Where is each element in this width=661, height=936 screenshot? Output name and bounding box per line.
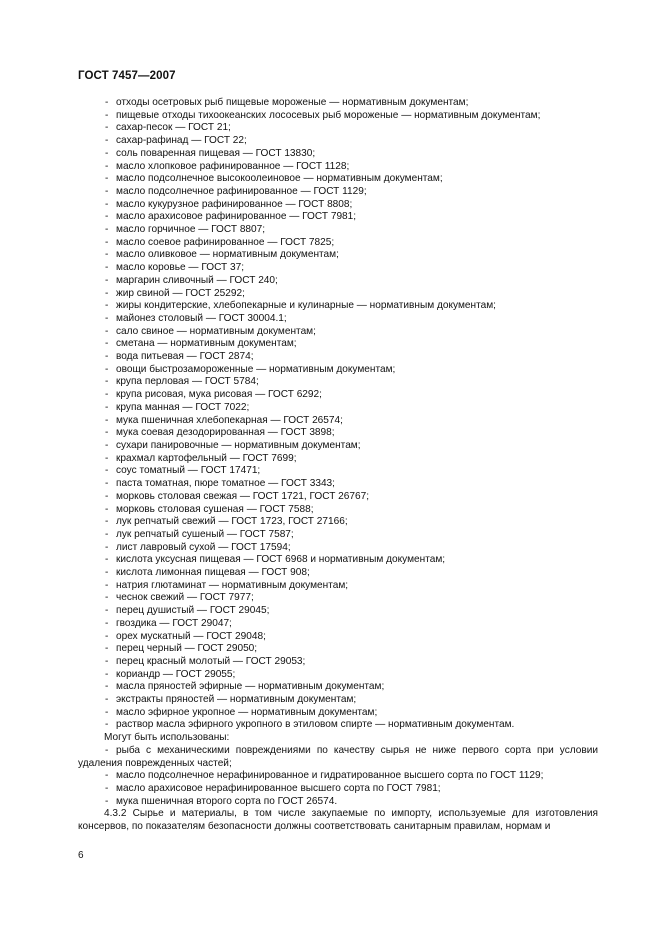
list-item — [78, 249, 598, 262]
list-item — [78, 326, 598, 339]
list-dash: - — [105, 516, 109, 528]
list-item-text: крупа рисовая, мука рисовая — ГОСТ 6292; — [116, 389, 322, 401]
list-item — [78, 97, 598, 110]
alternatives-list — [78, 770, 598, 808]
list-dash: - — [105, 287, 109, 299]
list-dash: - — [105, 351, 109, 363]
list-item-text: рыба с механическими повреждениями по качеству сырья не ниже первого сорта при условии удаления поврежденных частей; — [78, 744, 598, 769]
ingredients-list — [78, 97, 598, 732]
list-dash: - — [105, 617, 109, 629]
list-dash: - — [105, 262, 109, 274]
list-item-text: масло кукурузное рафинированное — ГОСТ 8808; — [116, 198, 353, 210]
list-item-text: сухари панировочные — нормативным документам; — [116, 439, 361, 451]
list-item-text: экстракты пряностей — нормативным документам; — [116, 694, 357, 706]
list-dash: - — [105, 579, 109, 591]
list-dash: - — [105, 605, 109, 617]
list-item — [78, 338, 598, 351]
list-item-text: перец черный — ГОСТ 29050; — [116, 643, 258, 655]
list-item-text: чеснок свежий — ГОСТ 7977; — [116, 592, 254, 604]
list-item-text: лист лавровый сухой — ГОСТ 17594; — [116, 541, 291, 553]
list-item — [78, 402, 598, 415]
list-dash: - — [105, 630, 109, 642]
list-item-text: овощи быстрозамороженные — нормативным документам; — [116, 363, 396, 375]
list-dash: - — [105, 97, 109, 108]
list-item — [78, 275, 598, 288]
list-dash: - — [105, 541, 109, 553]
list-item — [78, 148, 598, 161]
list-item-text: масло подсолнечное рафинированное — ГОСТ 1129; — [116, 185, 367, 197]
list-item — [78, 707, 598, 720]
list-item-text: соль поваренная пищевая — ГОСТ 13830; — [116, 147, 316, 159]
list-dash: - — [105, 452, 109, 464]
list-item-text: масла пряностей эфирные — нормативным документам; — [116, 681, 385, 693]
list-item-text: сало свиное — нормативным документам; — [116, 325, 316, 337]
list-dash: - — [105, 312, 109, 324]
list-dash: - — [105, 109, 109, 121]
list-item — [78, 592, 598, 605]
list-item — [78, 453, 598, 466]
list-dash: - — [105, 795, 109, 807]
list-item — [78, 631, 598, 644]
list-item-text: крахмал картофельный — ГОСТ 7699; — [116, 452, 297, 464]
list-dash: - — [105, 363, 109, 375]
list-item — [78, 719, 598, 732]
list-item — [78, 224, 598, 237]
list-item-text: морковь столовая свежая — ГОСТ 1721, ГОСТ 26767; — [116, 490, 370, 502]
list-dash: - — [105, 782, 109, 794]
list-dash: - — [105, 427, 109, 439]
list-item-text: сахар-рафинад — ГОСТ 22; — [116, 135, 247, 147]
list-item — [78, 643, 598, 656]
list-item-text: жир свиной — ГОСТ 25292; — [116, 287, 245, 299]
list-item — [78, 605, 598, 618]
list-item — [78, 173, 598, 186]
list-dash: - — [105, 567, 109, 579]
list-item-text: раствор масла эфирного укропного в этиловом спирте — нормативным документам. — [116, 719, 515, 731]
list-item-text: майонез столовый — ГОСТ 30004.1; — [116, 312, 287, 324]
list-item-text: масло арахисовое рафинированное — ГОСТ 7981; — [116, 211, 357, 223]
list-dash: - — [105, 401, 109, 413]
list-item-text: отходы осетровых рыб пищевые мороженые — нормативным документам; — [116, 97, 469, 108]
list-item-text: перец красный молотый — ГОСТ 29053; — [116, 655, 306, 667]
list-item — [78, 364, 598, 377]
list-item — [78, 300, 598, 313]
list-dash: - — [105, 592, 109, 604]
list-dash: - — [105, 770, 109, 782]
list-item — [78, 161, 598, 174]
list-dash: - — [105, 249, 109, 261]
list-dash: - — [105, 744, 109, 756]
list-item — [78, 529, 598, 542]
list-dash: - — [105, 198, 109, 210]
list-item-text: мука пшеничная второго сорта по ГОСТ 26574. — [116, 795, 338, 807]
list-item — [78, 110, 598, 123]
document-header: ГОСТ 7457—2007 — [78, 70, 176, 82]
list-item — [78, 211, 598, 224]
list-item-text: кислота уксусная пищевая — ГОСТ 6968 и нормативным документам; — [116, 554, 446, 566]
list-item — [78, 783, 598, 796]
list-item — [78, 262, 598, 275]
list-dash: - — [105, 554, 109, 566]
list-dash: - — [105, 478, 109, 490]
list-item — [78, 288, 598, 301]
list-dash: - — [105, 325, 109, 337]
list-item — [78, 440, 598, 453]
list-item-text: крупа манная — ГОСТ 7022; — [116, 401, 250, 413]
list-dash: - — [105, 147, 109, 159]
list-dash: - — [105, 490, 109, 502]
list-item-text: кориандр — ГОСТ 29055; — [116, 668, 236, 680]
list-item-text: перец душистый — ГОСТ 29045; — [116, 605, 270, 617]
may-use-paragraph: Могут быть использованы: — [104, 732, 230, 744]
list-dash: - — [105, 528, 109, 540]
list-item-text: мука соевая дезодорированная — ГОСТ 3898; — [116, 427, 335, 439]
list-item — [78, 199, 598, 212]
list-item-text: лук репчатый свежий — ГОСТ 1723, ГОСТ 27166; — [116, 516, 348, 528]
list-item — [78, 770, 598, 783]
list-item-text: масло хлопковое рафинированное — ГОСТ 1128; — [116, 160, 350, 172]
list-dash: - — [105, 503, 109, 515]
page-number: 6 — [78, 850, 84, 861]
list-item-text: маргарин сливочный — ГОСТ 240; — [116, 274, 278, 286]
list-dash: - — [105, 224, 109, 236]
list-dash: - — [105, 655, 109, 667]
list-item-text: масло эфирное укропное — нормативным документам; — [116, 706, 378, 718]
list-item — [78, 567, 598, 580]
list-dash: - — [105, 160, 109, 172]
list-item — [78, 656, 598, 669]
list-dash: - — [105, 173, 109, 185]
list-dash: - — [105, 338, 109, 350]
list-item-text: орех мускатный — ГОСТ 29048; — [116, 630, 266, 642]
list-item — [78, 478, 598, 491]
list-item — [78, 237, 598, 250]
list-item-text: кислота лимонная пищевая — ГОСТ 908; — [116, 567, 310, 579]
list-item — [78, 554, 598, 567]
list-dash: - — [105, 135, 109, 147]
list-dash: - — [105, 185, 109, 197]
paragraph-4-3-2: 4.3.2 Сырье и материалы, в том числе закупаемые по импорту, используемые для изготовления консервов, по показателям безопасности должны соответствовать санитарным правилам, нормам и — [78, 808, 598, 833]
list-dash: - — [105, 719, 109, 731]
list-item-text: масло коровье — ГОСТ 37; — [116, 262, 245, 274]
list-item-text: натрия глютаминат — нормативным документам; — [116, 579, 349, 591]
list-item — [78, 313, 598, 326]
list-item — [78, 669, 598, 682]
list-item — [78, 415, 598, 428]
list-dash: - — [105, 694, 109, 706]
list-item — [78, 376, 598, 389]
list-item — [78, 186, 598, 199]
list-dash: - — [105, 211, 109, 223]
list-item — [78, 122, 598, 135]
list-item — [78, 745, 598, 770]
list-item-text: сахар-песок — ГОСТ 21; — [116, 122, 231, 134]
list-dash: - — [105, 122, 109, 134]
list-item — [78, 135, 598, 148]
list-item-text: масло соевое рафинированное — ГОСТ 7825; — [116, 236, 335, 248]
list-item-text: вода питьевая — ГОСТ 2874; — [116, 351, 254, 363]
list-item-text: жиры кондитерские, хлебопекарные и кулинарные — нормативным документам; — [116, 300, 496, 312]
list-item — [78, 465, 598, 478]
list-dash: - — [105, 668, 109, 680]
list-item — [78, 694, 598, 707]
list-item — [78, 516, 598, 529]
list-dash: - — [105, 300, 109, 312]
list-item-text: крупа перловая — ГОСТ 5784; — [116, 376, 259, 388]
list-item-text: масло оливковое — нормативным документам; — [116, 249, 339, 261]
list-dash: - — [105, 414, 109, 426]
content — [78, 97, 598, 834]
list-dash: - — [105, 236, 109, 248]
list-dash: - — [105, 706, 109, 718]
list-item — [78, 542, 598, 555]
list-item-text: лук репчатый сушеный — ГОСТ 7587; — [116, 528, 294, 540]
list-item — [78, 504, 598, 517]
list-item — [78, 796, 598, 809]
list-item — [78, 491, 598, 504]
list-dash: - — [105, 681, 109, 693]
list-item-text: пищевые отходы тихоокеанских лососевых рыб мороженые — нормативным документам; — [116, 109, 541, 121]
list-item — [78, 681, 598, 694]
list-item-text: морковь столовая сушеная — ГОСТ 7588; — [116, 503, 314, 515]
list-item — [78, 618, 598, 631]
list-item-text: гвоздика — ГОСТ 29047; — [116, 617, 232, 629]
list-item-text: сметана — нормативным документам; — [116, 338, 297, 350]
list-dash: - — [105, 465, 109, 477]
list-item — [78, 580, 598, 593]
list-dash: - — [105, 439, 109, 451]
list-item-text: соус томатный — ГОСТ 17471; — [116, 465, 261, 477]
list-item-text: масло горчичное — ГОСТ 8807; — [116, 224, 266, 236]
list-dash: - — [105, 376, 109, 388]
list-item-text: мука пшеничная хлебопекарная — ГОСТ 26574; — [116, 414, 343, 426]
list-item-text: масло арахисовое нерафинированное высшего сорта по ГОСТ 7981; — [116, 782, 441, 794]
list-item — [78, 389, 598, 402]
list-item — [78, 427, 598, 440]
list-dash: - — [105, 643, 109, 655]
list-item-text: масло подсолнечное нерафинированное и гидратированное высшего сорта по ГОСТ 1129; — [116, 770, 544, 782]
list-dash: - — [105, 274, 109, 286]
list-item-text: масло подсолнечное высокоолеиновое — нормативным документам; — [116, 173, 443, 185]
list-item-text: паста томатная, пюре томатное — ГОСТ 3343; — [116, 478, 335, 490]
list-dash: - — [105, 389, 109, 401]
list-item — [78, 351, 598, 364]
